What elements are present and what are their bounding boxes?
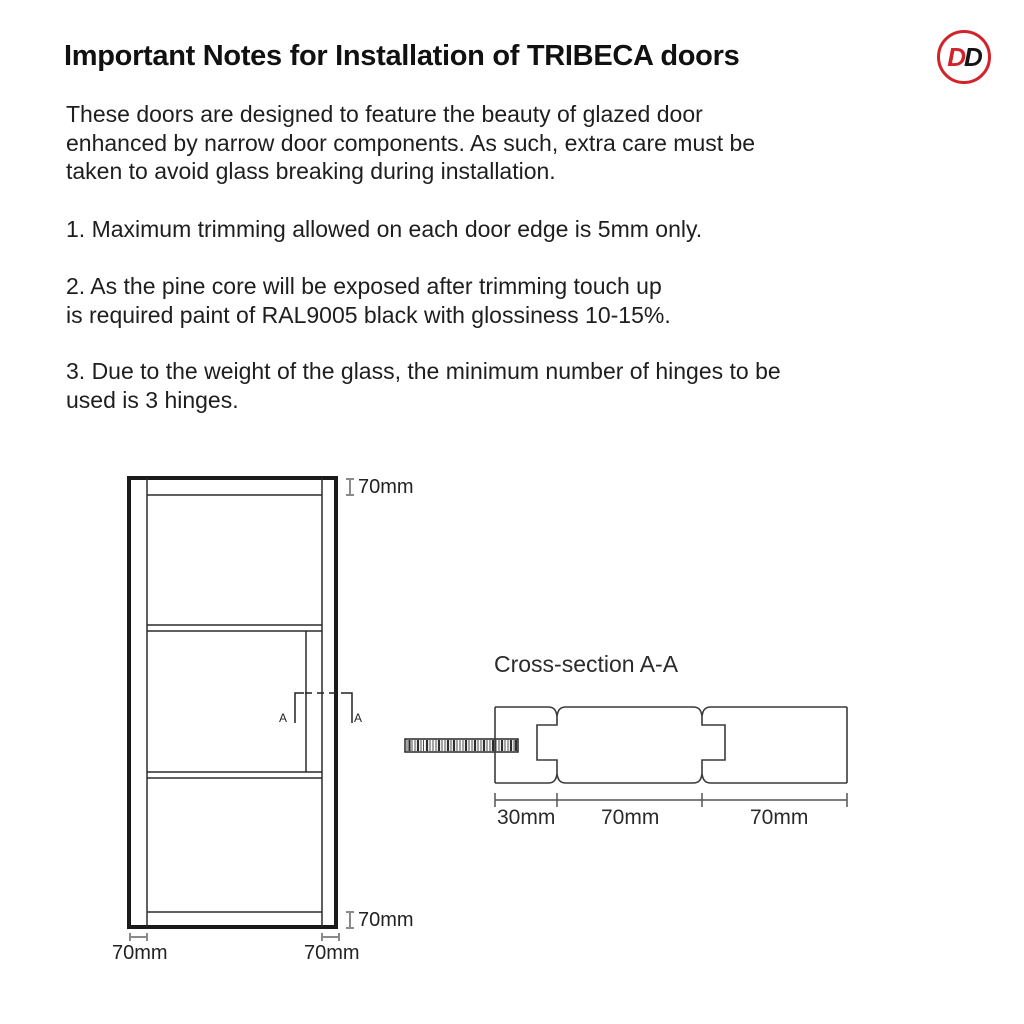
section-blocks-fill — [495, 707, 847, 783]
note-line: 1. Maximum trimming allowed on each door edge is 5mm only. — [66, 216, 703, 242]
page-title: Important Notes for Installation of TRIBECA doors — [64, 40, 740, 72]
cross-section-dim-70mm-right: 70mm — [750, 806, 809, 829]
intro-line: These doors are designed to feature the beauty of glazed door — [66, 101, 703, 127]
logo-letter-d1: D — [947, 42, 964, 72]
note-line: 2. As the pine core will be exposed after trimming touch up — [66, 273, 662, 299]
note-line: used is 3 hinges. — [66, 386, 239, 413]
logo-letter-d2: D — [964, 42, 981, 72]
top-rail-dimension-label: 70mm — [358, 476, 414, 498]
door-elevation-drawing — [129, 478, 354, 941]
note-line: is required paint of RAL9005 black with glossiness 10-15%. — [66, 301, 671, 328]
glass-pane-hatch — [405, 739, 518, 752]
section-marker-label-right: A — [354, 711, 363, 725]
intro-paragraph — [66, 100, 755, 186]
note-line: 3. Due to the weight of the glass, the minimum number of hinges to be — [66, 358, 781, 384]
brand-logo — [937, 30, 991, 84]
cross-section-drawing — [405, 707, 847, 807]
note-item-2 — [66, 272, 671, 329]
right-stile-dimension-label: 70mm — [304, 942, 360, 964]
cross-section-dim-70mm-mid: 70mm — [601, 806, 660, 829]
intro-line: enhanced by narrow door components. As such, extra care must be — [66, 129, 756, 156]
door-outline — [129, 478, 336, 927]
left-stile-dimension-label: 70mm — [112, 942, 168, 964]
bottom-rail-dimension-label: 70mm — [358, 909, 414, 931]
section-marker-label-left: A — [279, 711, 288, 725]
cross-section-dim-30mm: 30mm — [497, 806, 556, 829]
intro-line: taken to avoid glass breaking during installation. — [66, 158, 556, 184]
cross-section-title: Cross-section A-A — [494, 651, 679, 677]
note-item-3 — [66, 357, 781, 414]
note-item-1 — [66, 215, 702, 244]
section-dimension-line — [495, 793, 847, 807]
